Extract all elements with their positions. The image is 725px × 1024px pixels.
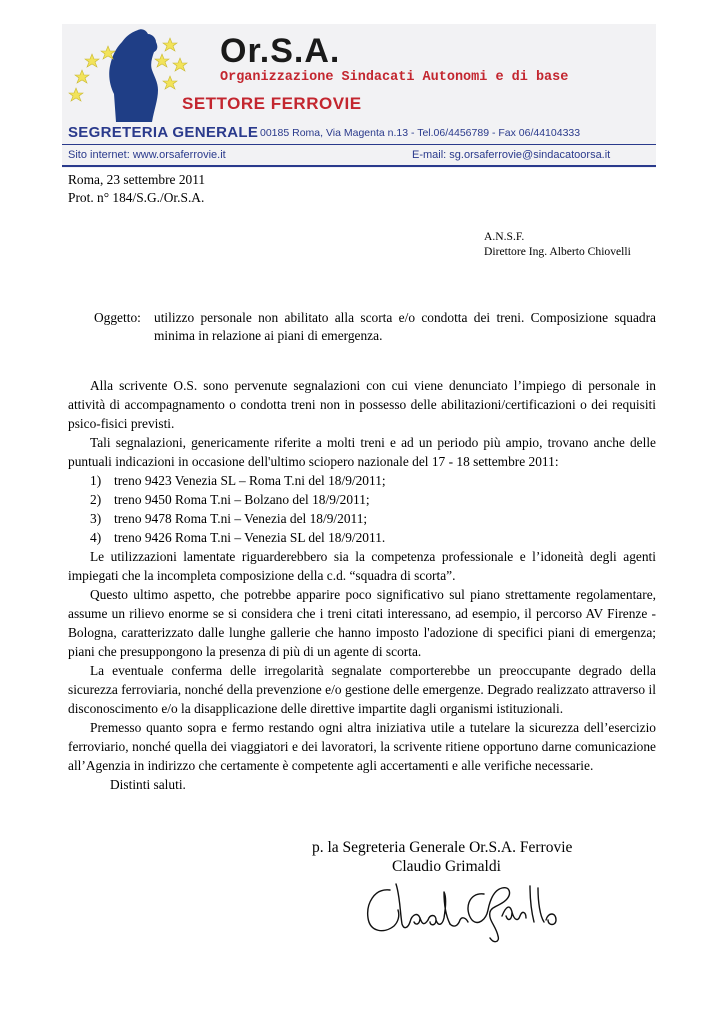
letter-date: Roma, 23 settembre 2011 xyxy=(68,172,206,187)
list-item-number: 1) xyxy=(90,473,102,488)
signature-title: p. la Segreteria Generale Or.S.A. Ferrovie xyxy=(312,839,573,856)
list-item xyxy=(68,528,656,547)
letter-body xyxy=(68,376,656,794)
train-list xyxy=(68,471,656,547)
body-paragraph-4: Questo ultimo aspetto, che potrebbe apparire poco significativo sul piano strettamente regolamentare, assume un rilievo enorme se si considera che i treni citati interessano, ad esempio, il percorso AV Firenze - Bologna, caratterizzato dalle lunghe gallerie che hanno imposto l'adozione di specifici piani di emergenza; piani che presuppongono la presenza di più di un agente di scorta. xyxy=(68,587,656,659)
list-item xyxy=(68,509,656,528)
org-full-name: Organizzazione Sindacati Autonomi e di base xyxy=(220,70,569,85)
recipient-org: A.N.S.F. xyxy=(484,230,525,243)
list-item-text: treno 9478 Roma T.ni – Venezia del 18/9/2011; xyxy=(114,511,368,526)
list-item-text: treno 9423 Venezia SL – Roma T.ni del 18/9/2011; xyxy=(114,473,386,488)
website-link[interactable]: Sito internet: www.orsaferrovie.it xyxy=(68,149,226,161)
handwritten-signature xyxy=(360,876,580,946)
subject-text: utilizzo personale non abilitato alla scorta e/o condotta dei treni. Composizione squadra minima in relazione ai piani di emergenza. xyxy=(154,310,656,343)
subject-block xyxy=(94,309,656,345)
list-item xyxy=(68,490,656,509)
bear-silhouette-icon xyxy=(109,29,158,122)
sector-name: SETTORE FERROVIE xyxy=(182,94,362,113)
body-paragraph-5: La eventuale conferma delle irregolarità segnalate comporterebbe un preoccupante degrado della sicurezza ferroviaria, nonché della prevenzione e/o gestione delle emergenze. Degrado realizzato attraverso il disconoscimento e/o la disapplicazione delle direttive impartite dagli organismi istituzionali. xyxy=(68,663,656,716)
body-paragraph-3: Le utilizzazioni lamentate riguarderebbero sia la competenza professionale e l’idoneità degli agenti impiegati che la incompleta composizione della c.d. “squadra di scorta”. xyxy=(68,549,656,583)
closing-salutation: Distinti saluti. xyxy=(110,777,186,792)
list-item-number: 4) xyxy=(90,530,102,545)
header-divider xyxy=(62,144,656,145)
list-item-number: 2) xyxy=(90,492,102,507)
header-bottom-rule xyxy=(62,165,656,167)
protocol-number: Prot. n° 184/S.G./Or.S.A. xyxy=(68,190,205,205)
subject-label: Oggetto: xyxy=(94,310,141,325)
letterhead xyxy=(62,24,656,168)
list-item-number: 3) xyxy=(90,511,102,526)
body-paragraph-1: Alla scrivente O.S. sono pervenute segnalazioni con cui viene denunciato l’impiego di personale in attività di accompagnamento o condotta treni non in possesso delle abilitazioni/certificazioni o dei requisiti psico-fisici previsti. xyxy=(68,378,656,431)
signature-name: Claudio Grimaldi xyxy=(392,858,501,875)
email-link[interactable]: E-mail: sg.orsaferrovie@sindacatoorsa.it xyxy=(412,149,611,161)
org-address: 00185 Roma, Via Magenta n.13 - Tel.06/4456789 - Fax 06/44104333 xyxy=(260,127,581,139)
org-short-name: Or.S.A. xyxy=(220,32,341,70)
body-paragraph-6: Premesso quanto sopra e fermo restando ogni altra iniziativa utile a tutelare la sicurezza dell’esercizio ferroviario, nonché quella dei viaggiatori e dei lavoratori, la scrivente ritiene opportuno darne comunicazione all’Agenzia in indirizzo che certamente è competente agli accertamenti e alle verifiche necessarie. xyxy=(68,720,656,773)
body-paragraph-2: Tali segnalazioni, genericamente riferite a molti treni e ad un periodo più ampio, trovano anche delle puntuali indicazioni in occasione dell'ultimo sciopero nazionale del 17 - 18 settembre 2011: xyxy=(68,435,656,469)
department-name: SEGRETERIA GENERALE xyxy=(68,124,259,141)
recipient-name: Direttore Ing. Alberto Chiovelli xyxy=(484,245,631,258)
list-item xyxy=(68,471,656,490)
list-item-text: treno 9426 Roma T.ni – Venezia SL del 18/9/2011. xyxy=(114,530,386,545)
list-item-text: treno 9450 Roma T.ni – Bolzano del 18/9/2011; xyxy=(114,492,370,507)
